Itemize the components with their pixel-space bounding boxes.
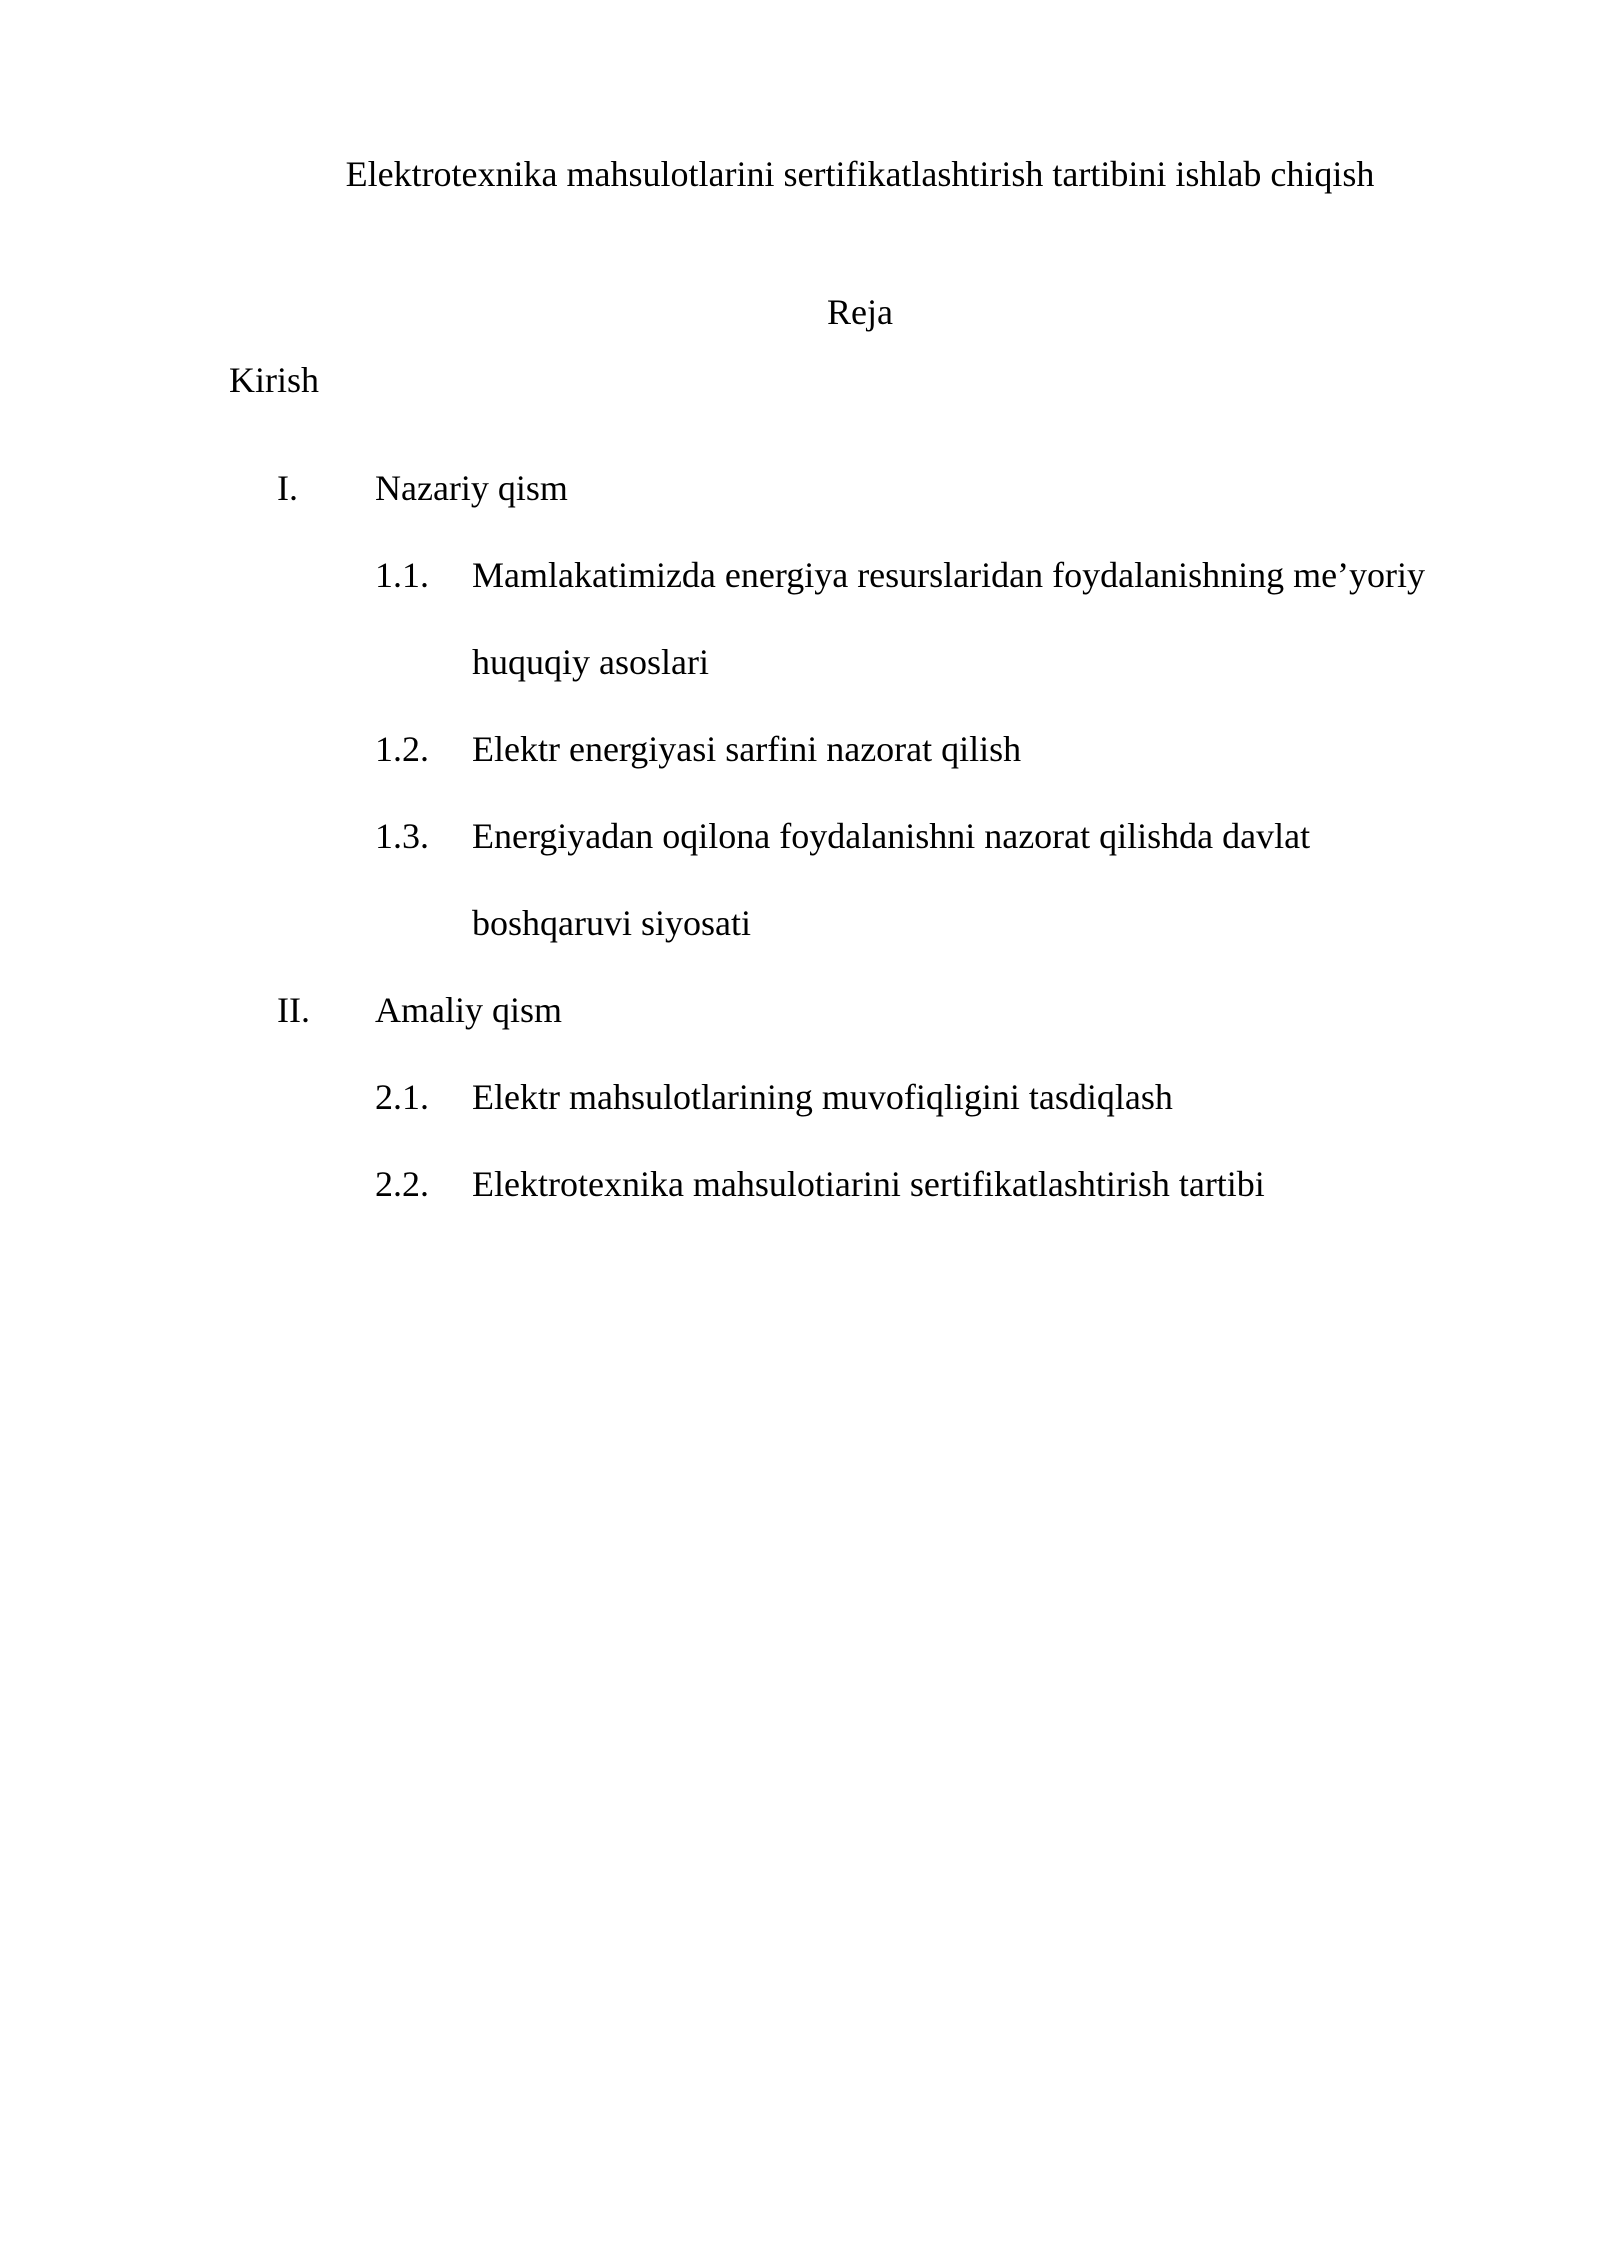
section-label: Nazariy qism xyxy=(375,468,568,508)
section-number: II. xyxy=(277,990,310,1030)
plan-heading: Reja xyxy=(827,292,893,332)
list-item-continuation: boshqaruvi siyosati xyxy=(472,903,751,943)
item-number: 1.3. xyxy=(375,816,429,856)
item-number: 2.1. xyxy=(375,1077,429,1117)
item-text: Energiyadan oqilona foydalanishni nazorat qilishda davlat xyxy=(472,816,1311,856)
document-title: Elektrotexnika mahsulotlarini sertifikatlashtirish tartibini ishlab chiqish xyxy=(345,154,1375,194)
intro-item: Kirish xyxy=(229,360,319,400)
item-number: 2.2. xyxy=(375,1164,429,1204)
item-text: Mamlakatimizda energiya resurslaridan foydalanishning me’yoriy xyxy=(472,555,1426,595)
section-number: I. xyxy=(277,468,298,508)
list-item-continuation: huquqiy asoslari xyxy=(472,642,709,682)
item-text: Elektr mahsulotlarining muvofiqligini tasdiqlash xyxy=(472,1077,1173,1117)
item-text: Elektr energiyasi sarfini nazorat qilish xyxy=(472,729,1022,769)
item-number: 1.1. xyxy=(375,555,429,595)
item-text: Elektrotexnika mahsulotiarini sertifikatlashtirish tartibi xyxy=(472,1164,1265,1204)
item-number: 1.2. xyxy=(375,729,429,769)
section-label: Amaliy qism xyxy=(375,990,562,1030)
